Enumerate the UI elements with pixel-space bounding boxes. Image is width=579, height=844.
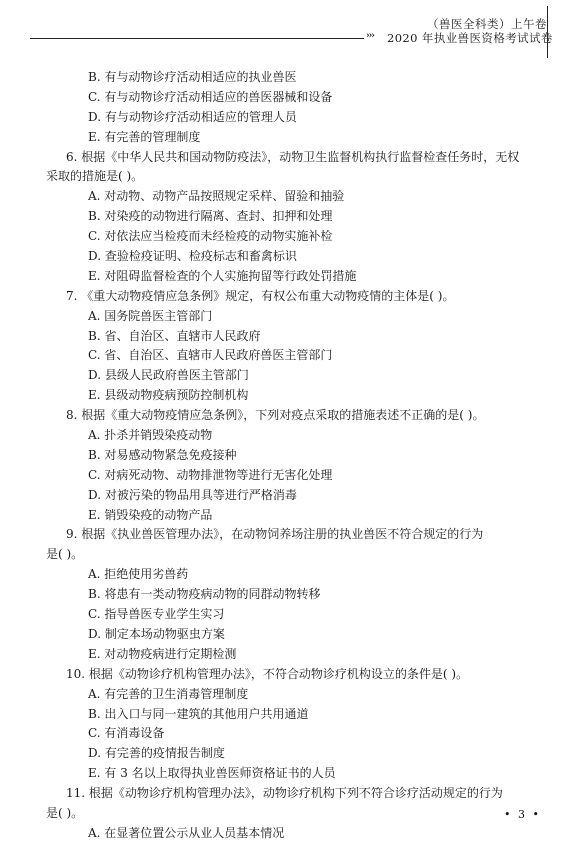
answer-option: D. 有与动物诊疗活动相适应的管理人员	[88, 109, 297, 124]
answer-option: B. 对易感动物紧急免疫接种	[88, 447, 237, 462]
question-stem: 6. 根据《中华人民共和国动物防疫法》，动物卫生监督机构执行监督检查任务时，无权	[66, 149, 520, 164]
answer-option: D. 制定本场动物驱虫方案	[88, 626, 225, 641]
header-vertical-rule	[547, 6, 548, 58]
answer-option: C. 有与动物诊疗活动相适应的兽医器械和设备	[88, 89, 333, 104]
page-number: • 3 •	[504, 808, 541, 821]
answer-option: C. 省、自治区、直辖市人民政府兽医主管部门	[88, 348, 333, 363]
answer-option: E. 销毁染疫的动物产品	[88, 507, 213, 522]
answer-option: D. 县级人民政府兽医主管部门	[88, 368, 249, 383]
question-stem: 10. 根据《动物诊疗机构管理办法》，不符合动物诊疗机构设立的条件是( )。	[66, 666, 469, 681]
answer-option: B. 出入口与同一建筑的其他用户共用通道	[88, 706, 309, 721]
question-stem: 9. 根据《执业兽医管理办法》，在动物饲养场注册的执业兽医不符合规定的行为	[66, 527, 484, 542]
answer-option: A. 拒绝使用劣兽药	[88, 567, 189, 582]
question-continuation: 是( )。	[46, 805, 84, 820]
answer-option: A. 在显著位置公示从业人员基本情况	[88, 825, 285, 840]
answer-option: E. 有完善的管理制度	[88, 129, 201, 144]
answer-option: A. 国务院兽医主管部门	[88, 308, 213, 323]
page-header	[0, 0, 579, 62]
answer-option: E. 对阻碍监督检查的个人实施拘留等行政处罚措施	[88, 268, 357, 283]
answer-option: C. 有消毒设备	[88, 726, 165, 741]
answer-option: D. 对被污染的物品用具等进行严格消毒	[88, 487, 297, 502]
answer-option: A. 对动物、动物产品按照规定采样、留验和抽验	[88, 189, 345, 204]
answer-option: C. 指导兽医专业学生实习	[88, 607, 225, 622]
answer-option: A. 扑杀并销毁染疫动物	[88, 428, 213, 443]
answer-option: E. 对动物疫病进行定期检测	[88, 646, 237, 661]
question-continuation: 是( )。	[46, 547, 84, 562]
answer-option: C. 对依法应当检疫而未经检疫的动物实施补检	[88, 229, 333, 244]
question-stem: 8. 根据《重大动物疫情应急条例》，下列对疫点采取的措施表述不正确的是( )。	[66, 408, 485, 423]
exam-subtitle: 2020 年执业兽医资格考试试卷	[387, 31, 553, 45]
answer-option: B. 省、自治区、直辖市人民政府	[88, 328, 261, 343]
answer-option: C. 对病死动物、动物排泄物等进行无害化处理	[88, 467, 333, 482]
answer-option: B. 对染疫的动物进行隔离、查封、扣押和处理	[88, 209, 333, 224]
answer-option: E. 有 3 名以上取得执业兽医师资格证书的人员	[88, 766, 336, 781]
chevrons-icon: ›››	[366, 31, 374, 41]
answer-option: B. 有与动物诊疗活动相适应的执业兽医	[88, 70, 297, 84]
answer-option: A. 有完善的卫生消毒管理制度	[88, 686, 249, 701]
question-stem: 11. 根据《动物诊疗机构管理办法》，动物诊疗机构下列不符合诊疗活动规定的行为	[66, 786, 503, 801]
question-stem: 7. 《重大动物疫情应急条例》规定，有权公布重大动物疫情的主体是( )。	[66, 288, 455, 303]
question-continuation: 采取的措施是( )。	[46, 169, 144, 184]
answer-option: D. 有完善的疫情报告制度	[88, 746, 225, 761]
exam-title: （兽医全科类）上午卷	[427, 17, 547, 31]
answer-option: D. 查验检疫证明、检疫标志和畜禽标识	[88, 249, 297, 264]
answer-option: B. 将患有一类动物疫病动物的同群动物转移	[88, 587, 321, 602]
header-rule	[30, 38, 364, 39]
question-content	[0, 68, 579, 844]
answer-option: E. 县级动物疫病预防控制机构	[88, 388, 249, 403]
